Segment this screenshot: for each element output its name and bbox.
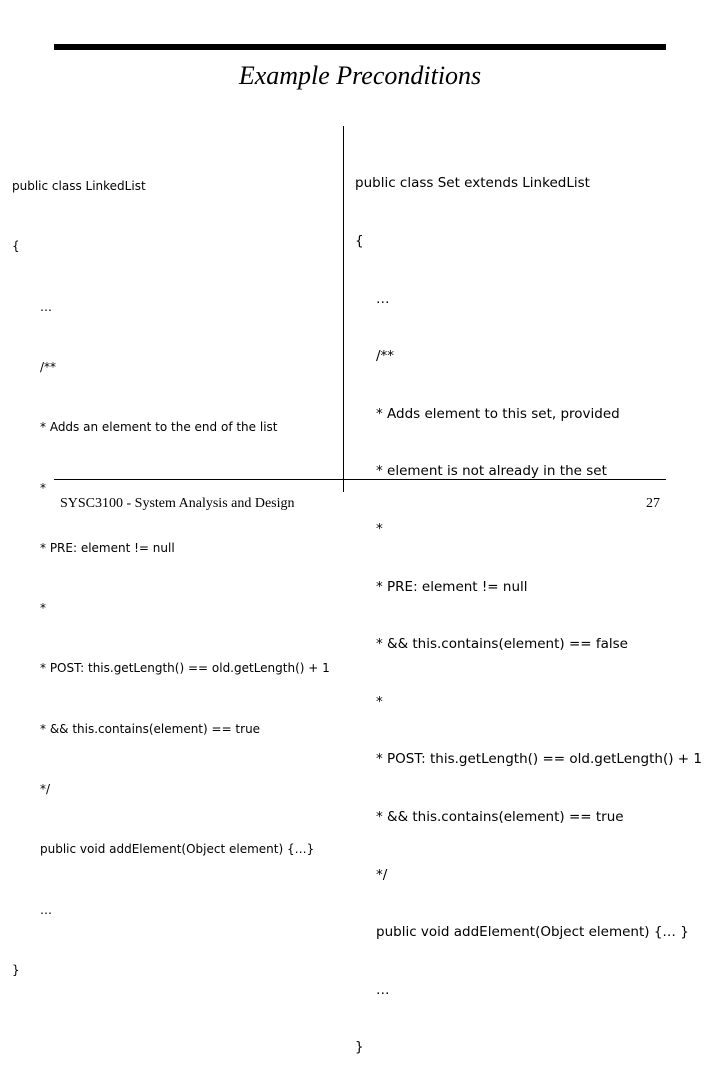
code-line: * && this.contains(element) == true <box>376 808 624 825</box>
code-line: /** <box>40 360 57 375</box>
page-number: 27 <box>646 496 660 511</box>
code-line: * PRE: element != null <box>40 540 175 555</box>
code-line: { <box>12 239 20 254</box>
code-line: */ <box>376 866 388 883</box>
code-line: … <box>40 299 52 314</box>
slide-title: Example Preconditions <box>238 61 482 90</box>
code-line: { <box>355 233 364 249</box>
right-code-block <box>355 136 702 1077</box>
code-line: * && this.contains(element) == false <box>376 636 628 653</box>
column-divider <box>343 126 344 492</box>
code-line: } <box>12 962 20 977</box>
code-line: */ <box>40 782 51 796</box>
code-line: * POST: this.getLength() == old.getLength() + 1 <box>376 751 702 768</box>
top-rule <box>54 44 666 50</box>
code-line: * element is not already in the set <box>376 463 607 480</box>
left-code-block <box>12 136 330 1000</box>
code-line: public void addElement(Object element) {… } <box>376 924 689 941</box>
code-line: … <box>376 981 390 998</box>
code-line: * <box>376 520 383 537</box>
code-line: } <box>355 1039 364 1056</box>
code-line: * PRE: element != null <box>376 578 528 595</box>
code-line: * Adds an element to the end of the list <box>40 420 278 435</box>
code-line: public class LinkedList <box>12 179 146 194</box>
code-line: /** <box>376 348 395 365</box>
bottom-rule <box>54 479 666 480</box>
code-line: * <box>40 480 46 495</box>
code-line: * Adds element to this set, provided <box>376 405 620 422</box>
code-line: … <box>40 902 52 917</box>
code-line: public void addElement(Object element) {…} <box>40 842 315 857</box>
code-line: public class Set extends LinkedList <box>355 175 590 192</box>
code-line: … <box>376 290 390 307</box>
code-line: * <box>376 693 383 710</box>
code-line: * <box>40 601 46 616</box>
code-line: * POST: this.getLength() == old.getLength() + 1 <box>40 661 330 676</box>
code-line: * && this.contains(element) == true <box>40 721 261 736</box>
footer-course: SYSC3100 - System Analysis and Design <box>60 496 295 511</box>
